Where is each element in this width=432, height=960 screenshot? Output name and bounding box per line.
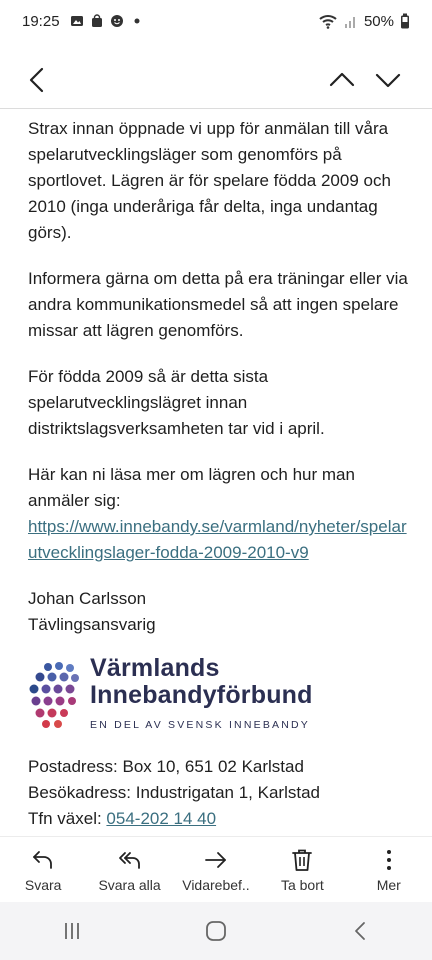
reply-all-label: Svara alla bbox=[98, 877, 161, 893]
article-link[interactable]: https://www.innebandy.se/varmland/nyheter/spelarutvecklingslager-fodda-2009-2010-v9 bbox=[28, 517, 407, 562]
signature-name: Johan Carlsson bbox=[28, 589, 147, 608]
body-paragraph-3: För födda 2009 så är detta sista spelarutvecklingslägret innan distriktslagsverksamheten tar vid i april. bbox=[28, 367, 325, 438]
action-bar bbox=[0, 836, 432, 902]
signal-icon bbox=[344, 13, 358, 29]
phone-switchboard-link[interactable]: 054-202 14 40 bbox=[106, 809, 217, 828]
body-paragraph-1: Strax innan öppnade vi upp för anmälan till våra spelarutvecklingsläger som genomförs på sportlovet. Lägren är för spelare födda 2009 och 2010 (inga underåriga får delta, inga undantag görs). bbox=[28, 119, 391, 242]
chevron-down-icon[interactable] bbox=[372, 64, 404, 96]
wifi-icon bbox=[318, 13, 338, 29]
image-icon bbox=[70, 14, 84, 28]
reply-label: Svara bbox=[24, 877, 62, 893]
chevron-up-icon[interactable] bbox=[326, 64, 358, 96]
logo-line-3: EN DEL AV SVENSK INNEBANDY bbox=[90, 718, 311, 731]
status-right bbox=[318, 13, 410, 30]
back-icon bbox=[349, 920, 371, 942]
home-icon bbox=[204, 919, 228, 943]
read-more-block bbox=[28, 462, 408, 566]
body-paragraph-2: Informera gärna om detta på era träningar eller via andra kommunikationsmedel så att ingen spelare missar att lägren genomförs. bbox=[28, 269, 408, 340]
face-icon bbox=[110, 14, 124, 28]
read-more-text: Här kan ni läsa mer om lägren och hur man anmäler sig: bbox=[28, 465, 355, 510]
forward-icon bbox=[203, 847, 229, 873]
more-label: Mer bbox=[376, 877, 401, 893]
forward-button[interactable] bbox=[174, 847, 258, 893]
visiting-address: Besökadress: Industrigatan 1, Karlstad bbox=[28, 783, 320, 802]
back-button[interactable] bbox=[340, 911, 380, 951]
more-vertical-icon bbox=[376, 847, 402, 873]
reply-icon bbox=[30, 847, 56, 873]
trash-icon bbox=[289, 847, 315, 873]
recents-button[interactable] bbox=[52, 911, 92, 951]
battery-percent: 50% bbox=[363, 12, 394, 30]
battery-icon bbox=[400, 13, 410, 29]
mail-top-bar bbox=[0, 52, 432, 108]
signature-title: Tävlingsansvarig bbox=[28, 615, 156, 634]
back-arrow-icon[interactable] bbox=[22, 64, 54, 96]
dot-icon bbox=[130, 14, 144, 28]
vibf-logo bbox=[28, 653, 408, 732]
email-body bbox=[28, 116, 408, 884]
bag-icon bbox=[90, 14, 104, 28]
delete-button[interactable] bbox=[260, 847, 344, 893]
signature bbox=[28, 586, 408, 638]
home-button[interactable] bbox=[196, 911, 236, 951]
system-nav-bar bbox=[0, 902, 432, 960]
recents-icon bbox=[61, 920, 83, 942]
postal-address: Postadress: Box 10, 651 02 Karlstad bbox=[28, 757, 304, 776]
divider bbox=[0, 108, 432, 109]
reply-all-button[interactable] bbox=[88, 847, 172, 893]
logo-dots-icon bbox=[28, 661, 82, 731]
forward-label: Vidarebef.. bbox=[182, 877, 250, 893]
reply-button[interactable] bbox=[1, 847, 85, 893]
phone-switchboard-label: Tfn växel: bbox=[28, 809, 107, 828]
status-bar bbox=[0, 0, 432, 42]
reply-all-icon bbox=[117, 847, 143, 873]
delete-label: Ta bort bbox=[280, 877, 324, 893]
phone-switchboard bbox=[28, 806, 408, 832]
status-time: 19:25 bbox=[22, 12, 60, 30]
logo-text bbox=[90, 655, 313, 738]
logo-line-2: Innebandyförbund bbox=[90, 680, 313, 709]
logo-line-1: Värmlands bbox=[90, 653, 220, 682]
more-button[interactable] bbox=[347, 847, 431, 893]
status-left bbox=[22, 13, 144, 30]
